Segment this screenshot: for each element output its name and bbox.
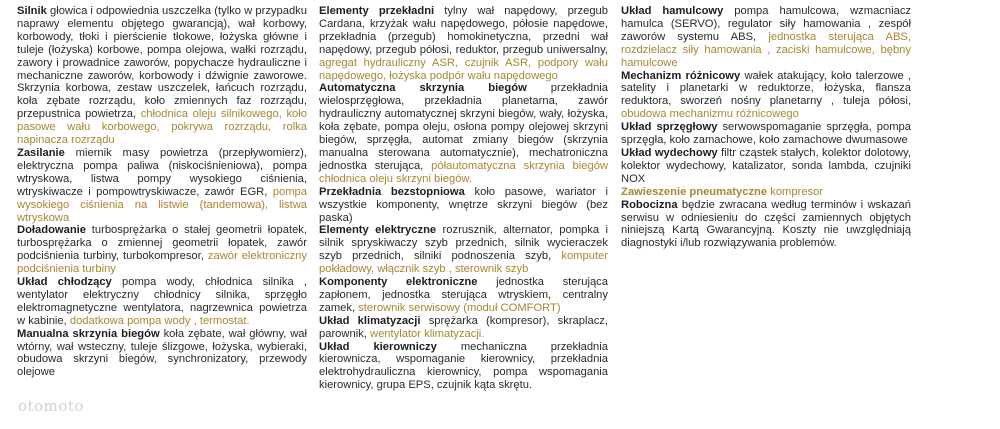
section-title: Silnik	[17, 5, 47, 17]
section-text: pompa hamulcowa, wzmacniacz hamulca (SERVO), regulator siły hamowania , zespół zaworów systemu ABS,	[621, 5, 912, 43]
section-title: Robocizna	[621, 198, 678, 211]
section-text: tylny wał napędowy, przegub Cardana, krzyżak wału napędowego, półosie napędowe, przekładnia (przegub) homokinetyczna, przedni wał napędowy, przegub półosi, reduktor, przegub uniwersalny,	[319, 5, 609, 56]
column-2	[319, 5, 608, 392]
section-highlight: agregat hydrauliczny ASR, czujnik ASR, podpory wału napędowego, łożyska podpór wału napędowego	[319, 56, 608, 82]
section-manualna-skrzynia	[17, 328, 307, 380]
section-highlight: kompresor	[767, 185, 824, 198]
section-highlight: wentylator klimatyzacji.	[370, 327, 485, 340]
section-highlight: komputer pokładowy, włącznik szyb , sterownik szyb	[319, 250, 608, 276]
watermark-text: otomoto	[18, 397, 84, 415]
section-doladowanie	[17, 224, 307, 276]
section-title: Układ hamulcowy	[621, 5, 724, 17]
section-automatyczna-skrzynia	[319, 82, 608, 185]
section-robocizna	[621, 199, 911, 251]
section-text: sprężarka (kompresor), skraplacz, parownik,	[319, 314, 608, 340]
section-text: głowica i odpowiednia uszczelka (tylko w przypadku naprawy elementu objętego gwarancją), wał korbowy, korbowody, tłoki i pierścienie tłokowe, łożyska główne i tuleje (łożyska) korbowe, pompa olejowa, wałki rozrządu, zawory i prowadnice zaworów, popychacze hydrauliczne i mechaniczne zaworów, korbowody i dźwignie zaworowe. Skrzynia korbowa, zestaw uszczelek, łańcuch rozrządu, koła zębate rozrządu, koło zmiennych faz rozrządu, przepustnica powietrza,	[17, 5, 307, 121]
section-title: Elementy elektryczne	[319, 224, 437, 237]
section-text: serwowspomaganie sprzęgła, pompa sprzęgła, koło zamachowe, koło zamachowe dwumasowe	[621, 121, 911, 147]
section-title: Elementy przekładni	[319, 5, 435, 17]
section-text: koło pasowe, wariator i wszystkie komponenty, wnętrze skrzyni biegów (bez paska)	[319, 185, 608, 224]
section-elementy-przekladni	[319, 5, 608, 82]
section-highlight: jednostka sterująca ABS, rozdzielacz siły hamowania , zaciski hamulcowe, bębny hamulcowe	[621, 30, 911, 69]
section-text: rozrusznik, alternator, pompka i silnik spryskiwaczy szyb przednich, silnik wycieraczek szyb przednich, silniki podnoszenia szyb,	[319, 224, 608, 263]
watermark-logo	[18, 397, 84, 415]
section-title: Doładowanie	[17, 224, 86, 237]
section-title: Układ klimatyzacji	[319, 314, 421, 327]
section-highlight: zawór elektroniczny podciśnienia turbiny	[17, 250, 307, 276]
section-title: Automatyczna skrzynia biegów	[319, 82, 527, 95]
section-elementy-elektryczne	[319, 224, 608, 276]
section-mechanizm-roznicowy	[621, 70, 911, 122]
section-uklad-kierowniczy	[319, 341, 608, 393]
section-silnik	[17, 5, 307, 147]
section-przekladnia-bezstopniowa	[319, 186, 608, 225]
section-highlight: pompa wysokiego ciśnienia na listwie (tandemowa), listwa wtryskowa	[17, 185, 307, 224]
section-title: Układ wydechowy	[621, 146, 718, 159]
section-text: będzie zwracana według terminów i wskazań serwisu w odniesieniu do części zamiennych objętych niniejszą Kartą Gwarancyjną. Koszty nie uwzględniają diagnostyki i/lub rozwiązywania problemów.	[621, 198, 911, 250]
section-title: Układ kierowniczy	[319, 340, 437, 353]
section-text: wałek atakujący, koło talerzowe , satelity i planetarki w reduktorze, łożyska, flansza reduktora, sworzeń nośny planetarny , tuleja półosi,	[621, 69, 911, 108]
section-highlight: obudowa mechanizmu różnicowego	[621, 108, 799, 121]
section-title: Zawieszenie pneumatyczne	[621, 185, 768, 198]
section-text: pompa wody, chłodnica silnika , wentylator elektryczny chłodnicy silnika, sprzęgło elektromagnetyczne wentylatora, nagrzewnica powietrza w kabinie,	[17, 276, 308, 327]
section-title: Manualna skrzynia biegów	[17, 327, 160, 340]
section-uklad-wydechowy	[621, 147, 911, 186]
section-title: Zasilanie	[17, 146, 65, 159]
section-text: mechaniczna przekładnia kierownicza, wspomaganie kierownicy, przekładnia elektrohydrauliczna kierownicy, pompa wspomagania kierownicy, grupa EPS, czujnik kąta skrętu.	[319, 340, 608, 392]
section-text: koła zębate, wał główny, wał wtórny, wał wsteczny, tuleje ślizgowe, łożyska, wybieraki, obudowa skrzyni biegów, synchronizatory, przewody olejowe	[17, 327, 308, 379]
section-title: Układ sprzęgłowy	[621, 121, 718, 134]
section-uklad-chlodzacy	[17, 276, 307, 328]
column-3	[621, 5, 911, 250]
section-highlight: sterownik serwisowy (moduł COMFORT)	[358, 301, 561, 314]
section-zawieszenie-pneumatyczne	[621, 186, 911, 199]
column-1	[17, 5, 307, 379]
section-zasilanie	[17, 147, 307, 224]
section-title: Układ chłodzący	[17, 276, 112, 289]
section-highlight: dodatkowa pompa wody , termostat.	[69, 314, 250, 327]
section-komponenty-elektroniczne	[319, 276, 608, 315]
section-uklad-hamulcowy	[621, 5, 911, 70]
section-title: Komponenty elektroniczne	[319, 276, 478, 289]
section-title: Mechanizm różnicowy	[621, 69, 741, 82]
section-text: jednostka sterująca zapłonem, jednostka sterująca wtryskiem, centralny zamek,	[319, 276, 608, 314]
section-text: turbosprężarka o stałej geometrii łopatek, turbosprężarka o zmiennej geometrii łopatek, zawór podciśnienia turbiny, turbokompresor,	[17, 224, 307, 263]
section-title: Przekładnia bezstopniowa	[319, 185, 465, 198]
section-text: filtr cząstek stałych, kolektor dolotowy, kolektor wydechowy, katalizator, sonda lambda, czujniki NOX	[621, 146, 911, 185]
section-highlight: półautomatyczna skrzynia biegów chłodnica oleju skrzyni biegów.	[319, 159, 608, 185]
section-text: przekładnia wielosprzęgłowa, przekładnia planetarna, zawór hydrauliczny automatycznej skrzyni biegów, wały, łożyska, koła zębate, pompa oleju, osłona pompy olejowej skrzyni biegów, sprzęgła, automat zmiany biegów (skrzynia manualna sterowana automatycznie), mechatroniczna jednostka sterująca,	[319, 82, 608, 172]
section-highlight: chłodnica oleju silnikowego, koło pasowe wału korbowego, pokrywa rozrządu, rolka napinacza rozrządu	[17, 108, 307, 147]
section-uklad-klimatyzacji	[319, 315, 608, 341]
section-text: miernik masy powietrza (przepływomierz), elektryczna pompa paliwa (niskociśnieniowa), pompa wtryskowa, listwa pompy wysokiego ciśnienia, wtryskiwacze i pompowtryskiwacze, zawór EGR,	[17, 146, 307, 198]
section-uklad-sprzeglowy	[621, 121, 911, 147]
